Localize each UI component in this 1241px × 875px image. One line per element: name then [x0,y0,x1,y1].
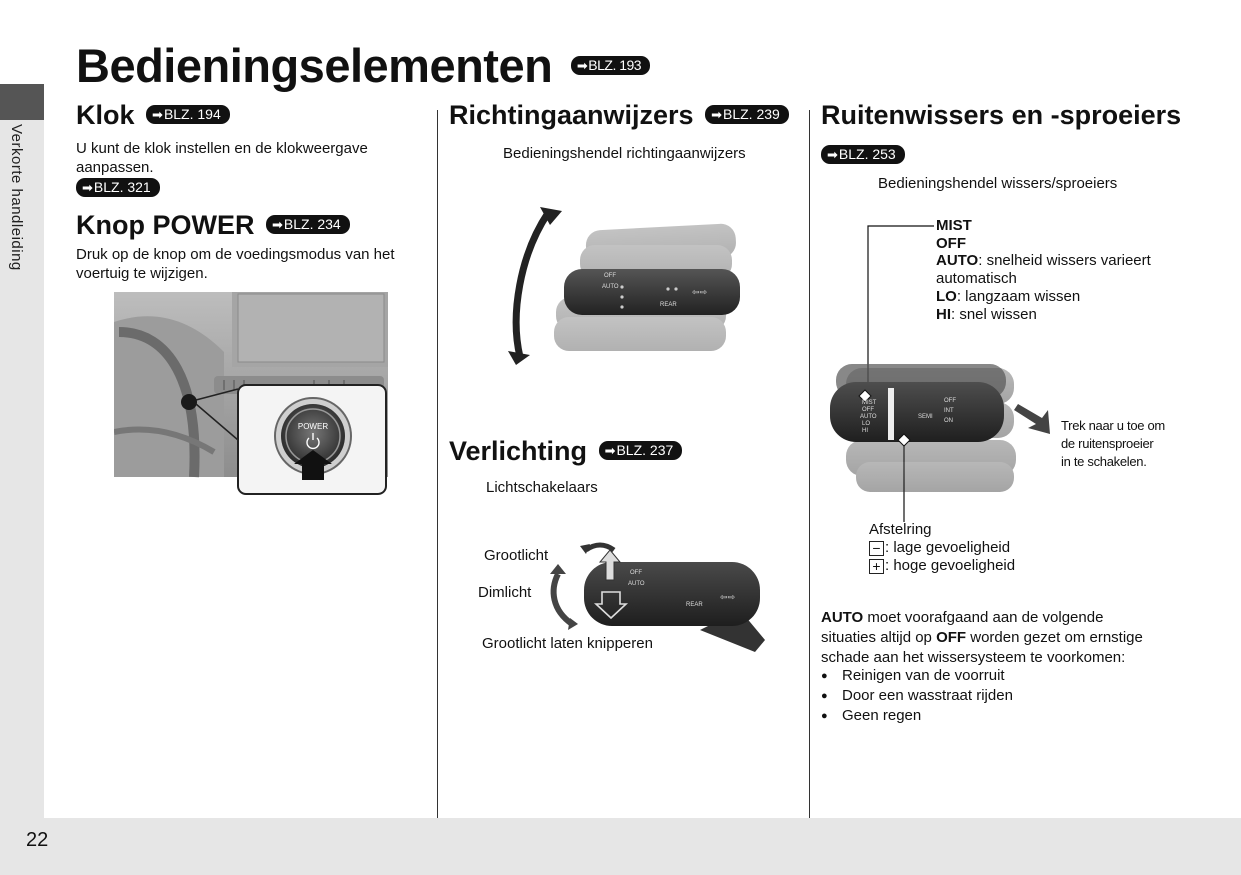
wiper-option-auto: AUTO: snelheid wissers varieert [936,252,1151,269]
column-divider [809,110,810,818]
stalk-off-label: OFF [604,273,616,279]
turn-signals-caption: Bedieningshendel richtingaanwijzers [503,145,746,162]
wiper-on-label: ON [944,418,953,424]
washer-pull-note: Trek naar u toe om de ruitensproeier in te schakelen. [1061,418,1165,469]
power-text: Druk op de knop om de voedingsmodus van het voertuig te wijzigen. [76,246,395,282]
side-tab-label: Verkorte handleiding [8,124,25,271]
wipers-caption: Bedieningshendel wissers/sproeiers [878,175,1118,192]
wiper-option-mist: MIST [936,217,972,234]
wipers-reference-link[interactable]: ➡BLZ. 253 [821,145,905,164]
lights-reference-link[interactable]: ➡BLZ. 237 [599,441,683,460]
turn-signal-stalk-illustration [500,205,750,370]
clock-reference-link-2[interactable]: ➡BLZ. 321 [76,178,160,197]
wipers-heading: Ruitenwissers en -sproeiers [821,100,1182,130]
turn-signals-reference-link[interactable]: ➡BLZ. 239 [705,105,789,124]
wiper-off-label: OFF [862,407,874,413]
list-item: ● Door een wasstraat rijden [821,686,1013,706]
page-reference-link[interactable]: ➡BLZ. 193 [571,56,650,75]
power-reference-link[interactable]: ➡BLZ. 234 [266,215,350,234]
power-button-label: POWER [297,422,329,431]
wiper-mist-label: MIST [862,400,877,406]
arrow-right-icon: ➡ [152,107,163,123]
page-number: 22 [26,829,49,851]
page-title-text: Bedieningselementen [76,39,553,92]
wiper-rear-off-label: OFF [944,398,956,404]
arrow-right-icon: ➡ [576,58,588,74]
arrow-right-icon: ➡ [827,147,838,162]
clock-reference-link[interactable]: ➡BLZ. 194 [146,105,230,124]
minus-icon: − [869,541,884,556]
page-title [76,38,650,93]
auto-warning-list [821,666,1013,726]
arrow-right-icon: ➡ [604,443,616,459]
list-item: ● Reinigen van de voorruit [821,666,1013,686]
wiper-auto-label: AUTO [860,414,877,420]
power-heading: Knop POWER ➡BLZ. 234 [76,210,350,241]
wiper-int-label: INT [944,408,954,414]
side-tab-marker [0,84,44,120]
dashboard-illustration [114,292,388,496]
lights-caption: Lichtschakelaars [486,479,598,496]
stalk-rear-label: REAR [660,302,677,308]
arrow-right-icon: ➡ [711,107,722,123]
list-item: ● Geen regen [821,706,1013,726]
wiper-option-auto-cont: automatisch [936,270,1017,287]
arrow-right-icon: ➡ [82,180,93,195]
light-switch-illustration [540,540,765,655]
light-rear-label: REAR [686,602,703,608]
clock-heading: Klok ➡BLZ. 194 [76,100,230,131]
wiper-lo-label: LO [862,421,871,427]
light-auto-label: AUTO [628,581,645,587]
wiper-semi-label: SEMI [918,414,933,420]
wiper-option-off: OFF [936,235,966,252]
arrow-right-icon: ➡ [272,217,283,233]
wiper-option-hi: HI: snel wissen [936,306,1037,323]
auto-warning-text: AUTO moet voorafgaand aan de volgende situaties altijd op OFF worden gezet om ernstige schade aan het wissersysteem te voorkomen: [821,609,1143,666]
footer-band [0,818,1241,875]
adjust-ring-minus: − : lage gevoeligheid [869,539,1010,556]
column-divider [437,110,438,818]
clock-text: U kunt de klok instellen en de klokweergave aanpassen. [76,140,368,176]
wiper-stalk-illustration [826,222,1056,522]
wiper-option-lo: LO: langzaam wissen [936,288,1081,305]
adjust-ring-title: Afstelring [869,521,932,538]
high-beam-label: Grootlicht [484,547,549,564]
low-beam-label: Dimlicht [478,584,532,601]
light-off-label: OFF [630,570,642,576]
svg-text:⇦⇨: ⇦⇨ [720,593,736,603]
adjust-ring-plus: + : hoge gevoeligheid [869,557,1015,574]
flash-label: Grootlicht laten knipperen [482,635,653,652]
svg-text:⇦⇨: ⇦⇨ [692,288,708,298]
turn-signals-heading: Richtingaanwijzers ➡BLZ. 239 [449,100,789,131]
wiper-hi-label: HI [862,428,868,434]
plus-icon: + [869,559,884,574]
stalk-auto-label: AUTO [602,284,619,290]
lights-heading: Verlichting ➡BLZ. 237 [449,436,682,467]
